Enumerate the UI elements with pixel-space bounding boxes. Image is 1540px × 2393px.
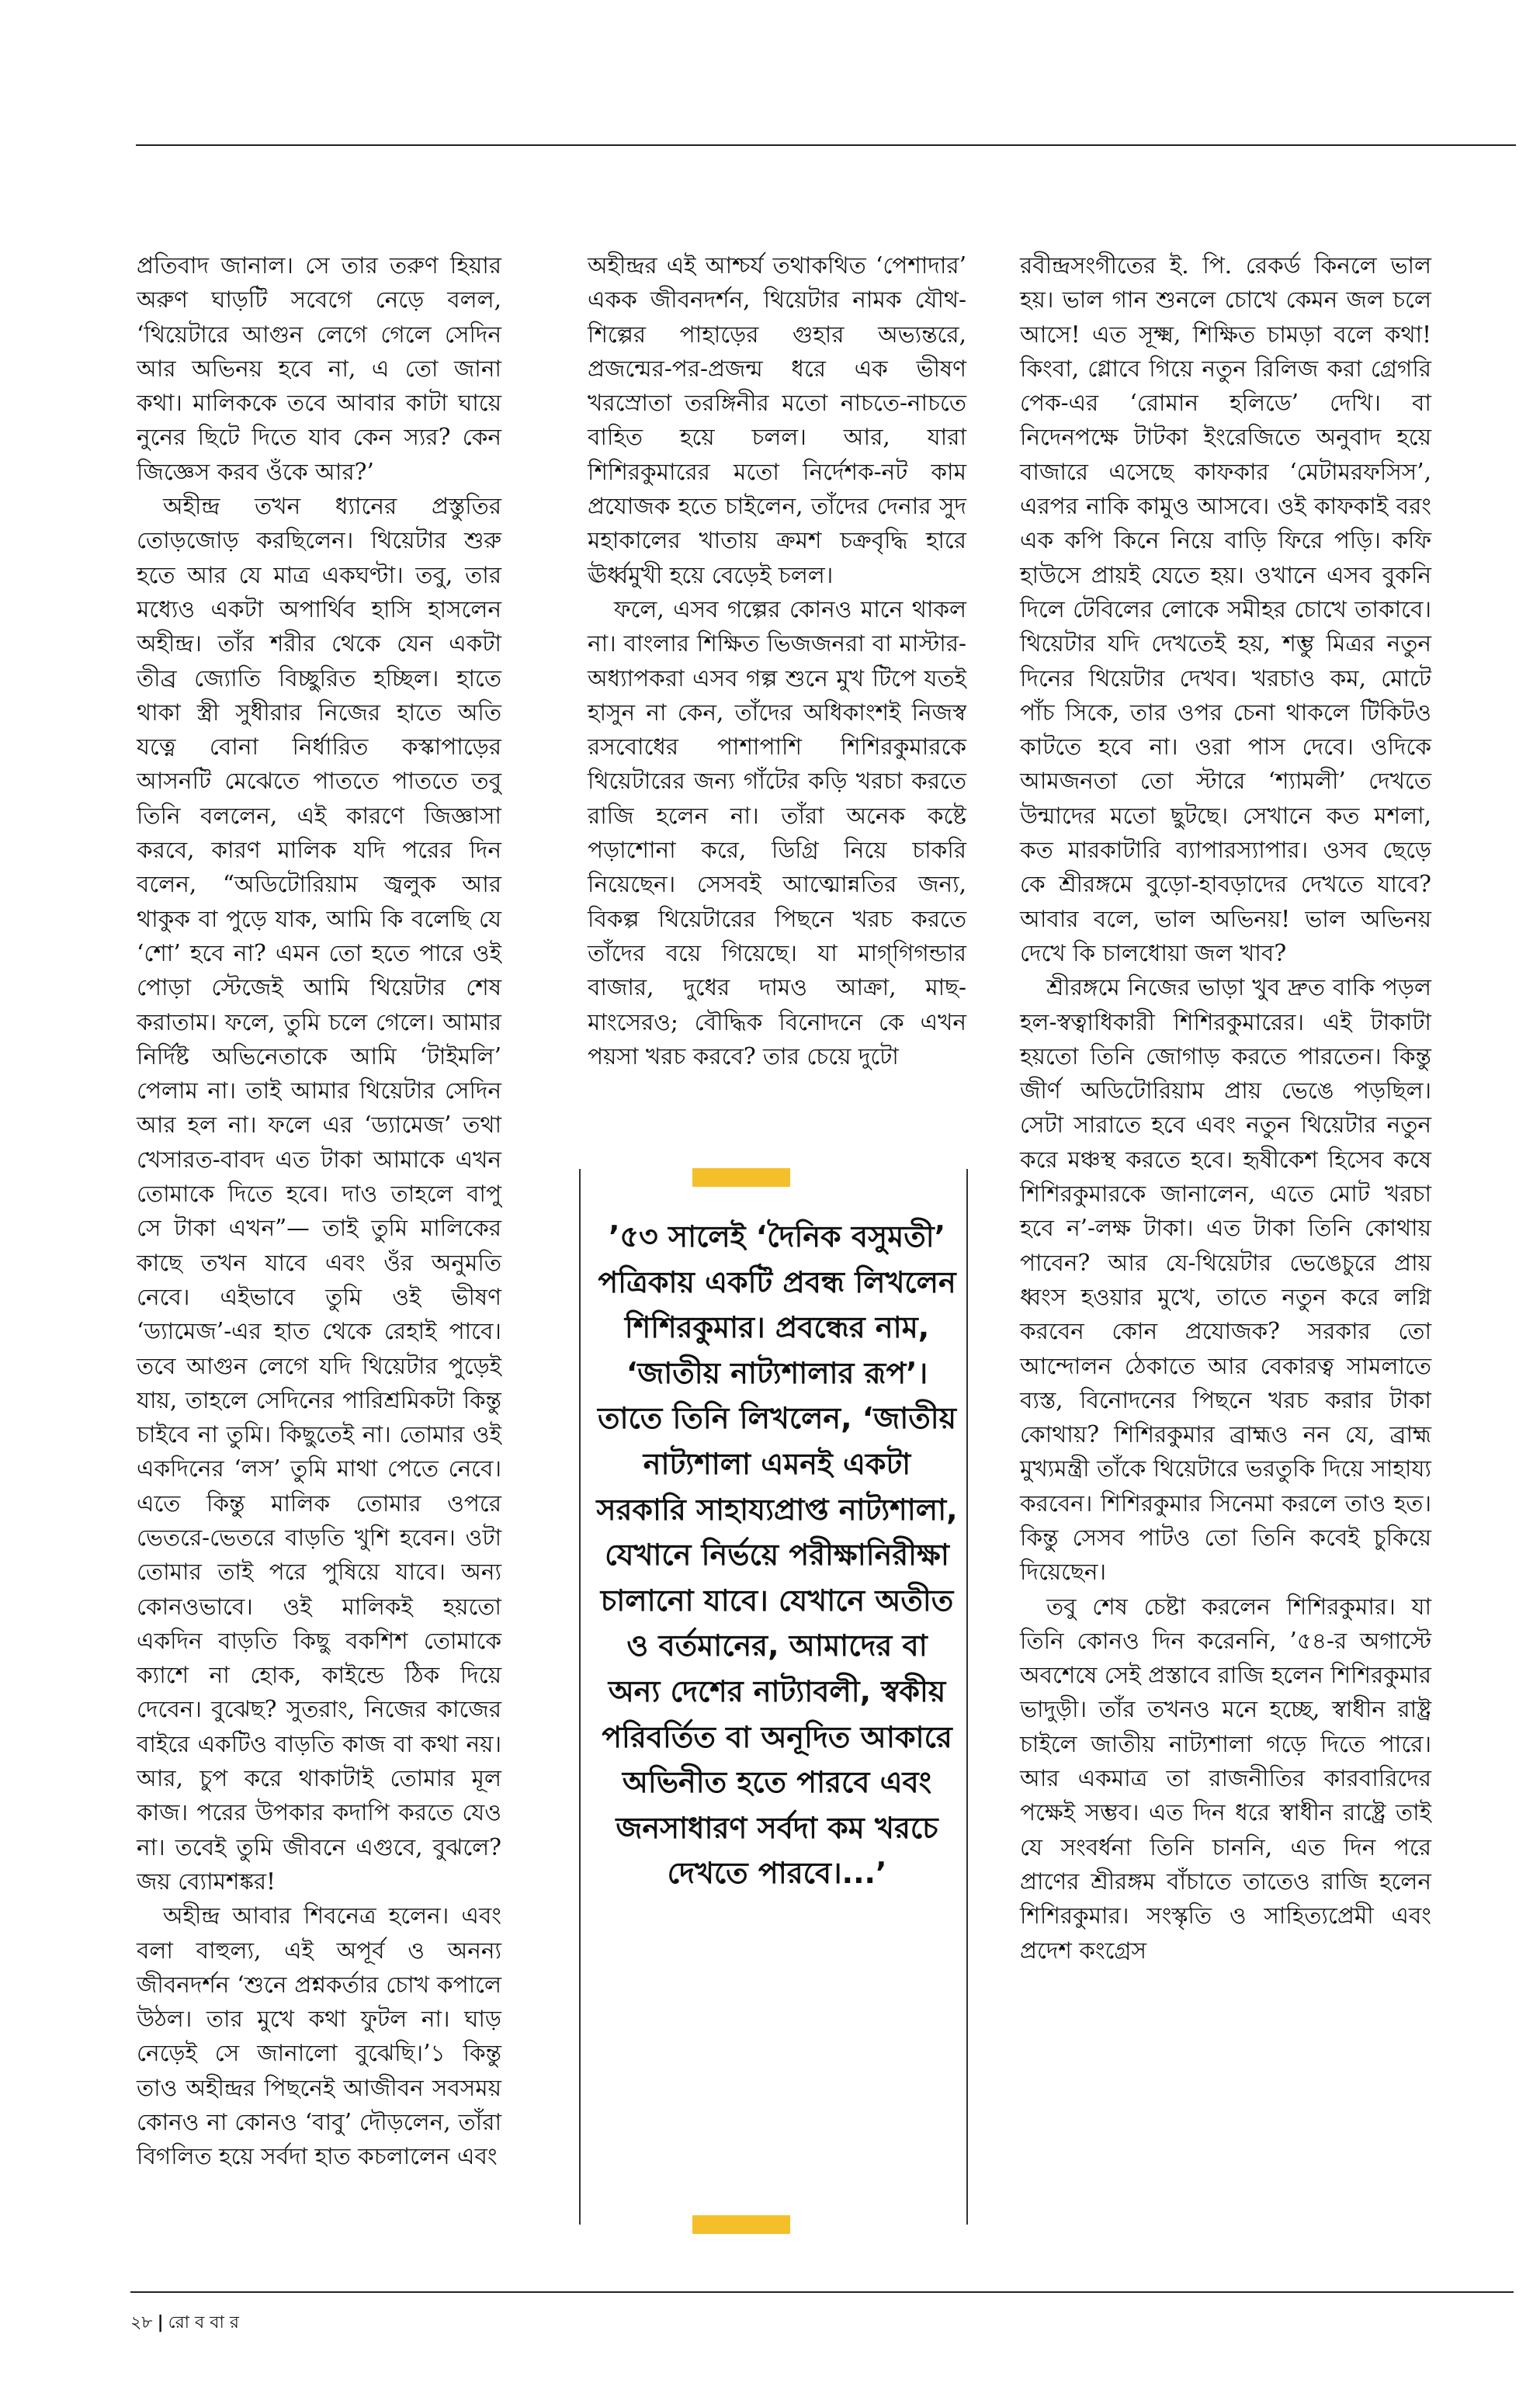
paragraph: তবু শেষ চেষ্টা করলেন শিশিরকুমার। যা তিনি কোনও দিন করেননি, ’৫৪-র অগাস্টে অবশেষে সেই প্রস্তাবে রাজি হলেন শিশিরকুমার ভাদুড়ী। তাঁর তখনও মনে হচ্ছে, স্বাধীন রাষ্ট্র চাইলে জাতীয় নাট্যশালা গড়ে দিতে পারে। আর একমাত্র তা রাজনীতির কারবারিদের পক্ষেই সম্ভব। এত দিন ধরে স্বাধীন রাষ্ট্রে তাই যে সংবর্ধনা তিনি চাননি, এত দিন পরে প্রাণের শ্রীরঙ্গম বাঁচাতে তাতেও রাজি হলেন শিশিরকুমার। সংস্কৃতি ও সাহিত্যপ্রেমী এবং প্রদেশ কংগ্রেস bbox=[1020, 1593, 1431, 1964]
pull-quote-right-rule bbox=[966, 1169, 968, 2225]
footer-separator: | bbox=[157, 2313, 164, 2332]
pull-quote-text: ’৫৩ সালেই ‘দৈনিক বসুমতী’ পত্রিকায় একটি প্রবন্ধ লিখলেন শিশিরকুমার। প্রবন্ধের নাম, ‘জাতীয় নাট্যশালার রূপ’। তাতে তিনি লিখলেন, ‘জাতীয় নাট্যশালা এমনই একটা সরকারি সাহায্যপ্রাপ্ত নাট্যশালা, যেখানে নির্ভয়ে পরীক্ষানিরীক্ষা চালানো যাবে। যেখানে অতীত ও বর্তমানের, আমাদের বা অন্য দেশের নাট্যাবলী, স্বকীয় পরিবর্তিত বা অনূদিত আকারে অভিনীত হতে পারবে এবং জনসাধারণ সর্বদা কম খরচে দেখতে পারবে।...’ bbox=[596, 1219, 958, 1891]
footer-rule bbox=[130, 2291, 1514, 2293]
article-column-1 bbox=[137, 248, 501, 2174]
pull-quote-accent-bar-bottom bbox=[692, 2215, 790, 2234]
article-column-2 bbox=[588, 248, 966, 1073]
page-footer bbox=[130, 2312, 239, 2334]
paragraph: রবীন্দ্রসংগীতের ই. পি. রেকর্ড কিনলে ভাল হয়। ভাল গান শুনলে চোখে কেমন জল চলে আসে! এত সূক্ষ্ম, শিক্ষিত চামড়া বলে কথা! কিংবা, গ্লোবে গিয়ে নতুন রিলিজ করা গ্রেগরি পেক-এর ‘রোমান হলিডে’ দেখি। বা নিদেনপক্ষে টাটকা ইংরেজিতে অনুবাদ হয়ে বাজারে এসেছে কাফকার ‘মেটামরফসিস’, এরপর নাকি কামুও আসবে। ওই কাফকাই বরং এক কপি কিনে নিয়ে বাড়ি ফিরে পড়ি। কফি হাউসে প্রায়ই যেতে হয়। ওখানে এসব বুকনি দিলে টেবিলের লোকে সমীহর চোখে তাকাবে। থিয়েটার যদি দেখতেই হয়, শম্ভু মিত্রর নতুন দিনের থিয়েটার দেখব। খরচাও কম, মোটে পাঁচ সিকে, তার ওপর চেনা থাকলে টিকিটও কাটতে হবে না। ওরা পাস দেবে। ওদিকে আমজনতা তো স্টারে ‘শ্যামলী’ দেখতে উন্মাদের মতো ছুটছে। সেখানে কত মশলা, কত মারকাটারি ব্যাপারস্যাপার। ওসব ছেড়ে কে শ্রীরঙ্গমে বুড়ো-হাবড়াদের দেখতে যাবে? আবার বলে, ভাল অভিনয়! ভাল অভিনয় দেখে কি চালধোয়া জল খাব? bbox=[1020, 252, 1431, 966]
paragraph: অহীন্দ্রর এই আশ্চর্য তথাকথিত ‘পেশাদার’ একক জীবনদর্শন, থিয়েটার নামক যৌথ-শিল্পের পাহাড়ের গুহার অভ্যন্তরে, প্রজন্মের-পর-প্রজন্ম ধরে এক ভীষণ খরস্রোতা তরঙ্গিনীর মতো নাচতে-নাচতে বাহিত হয়ে চলল। আর, যারা শিশিরকুমারের মতো নির্দেশক-নট কাম প্রযোজক হতে চাইলেন, তাঁদের দেনার সুদ মহাকালের খাতায় ক্রমশ চক্রবৃদ্ধি হারে ঊর্ধ্বমুখী হয়ে বেড়েই চলল। bbox=[588, 252, 966, 588]
pull-quote-accent-bar-top bbox=[692, 1168, 790, 1187]
paragraph: অহীন্দ্র তখন ধ্যানের প্রস্তুতির তোড়জোড় করছিলেন। থিয়েটার শুরু হতে আর যে মাত্র একঘণ্টা। তবু, তার মধ্যেও একটা অপার্থিব হাসি হাসলেন অহীন্দ্র। তাঁর শরীর থেকে যেন একটা তীব্র জ্যোতি বিচ্ছুরিত হচ্ছিল। হাতে থাকা স্ত্রী সুধীরার নিজের হাতে অতি যত্নে বোনা নির্ধারিত কস্কাপাড়ের আসনটি মেঝেতে পাততে পাততে তবু তিনি বললেন, এই কারণে জিজ্ঞাসা করবে, কারণ মালিক যদি পরের দিন বলেন, “অডিটোরিয়াম জ্বলুক আর থাকুক বা পুড়ে যাক, আমি কি বলেছি যে ‘শো’ হবে না? এমন তো হতে পারে ওই পোড়া স্টেজেই আমি থিয়েটার শেষ করাতাম। ফলে, তুমি চলে গেলে। আমার নির্দিষ্ট অভিনেতাকে আমি ‘টাইমলি’ পেলাম না। তাই আমার থিয়েটার সেদিন আর হল না। ফলে এর ‘ড্যামেজ’ তথা খেসারত-বাবদ এত টাকা আমাকে এখন তোমাকে দিতে হবে। দাও তাহলে বাপু সে টাকা এখন”— তাই তুমি মালিকের কাছে তখন যাবে এবং ওঁর অনুমতি নেবে। এইভাবে তুমি ওই ভীষণ ‘ড্যামেজ’-এর হাত থেকে রেহাই পাবে। তবে আগুন লেগে যদি থিয়েটার পুড়েই যায়, তাহলে সেদিনের পারিশ্রমিকটা কিন্তু চাইবে না তুমি। কিছুতেই না। তোমার ওই একদিনের ‘লস’ তুমি মাথা পেতে নেবে। এতে কিন্তু মালিক তোমার ওপরে ভেতরে-ভেতরে বাড়তি খুশি হবেন। ওটা তোমার তাই পরে পুষিয়ে যাবে। অন্য কোনওভাবে। ওই মালিকই হয়তো একদিন বাড়তি কিছু বকশিশ তোমাকে ক্যাশে না হোক, কাইন্ডে ঠিক দিয়ে দেবেন। বুঝেছ? সুতরাং, নিজের কাজের বাইরে একটিও বাড়তি কাজ বা কথা নয়। আর, চুপ করে থাকাটাই তোমার মূল কাজ। পরের উপকার কদাপি করতে যেও না। তবেই তুমি জীবনে এগুবে, বুঝলে? জয় ব্যোমশঙ্কর! bbox=[137, 493, 501, 1895]
header-rule bbox=[136, 144, 1516, 146]
magazine-name: রো ব বা র bbox=[168, 2313, 239, 2332]
paragraph: শ্রীরঙ্গমে নিজের ভাড়া খুব দ্রুত বাকি পড়ল হল-স্বত্বাধিকারী শিশিরকুমারের। এই টাকাটা হয়তো তিনি জোগাড় করতে পারতেন। কিন্তু জীর্ণ অডিটোরিয়াম প্রায় ভেঙে পড়ছিল। সেটা সারাতে হবে এবং নতুন থিয়েটার নতুন করে মঞ্চস্থ করতে হবে। হৃষীকেশ হিসেব কষে শিশিরকুমারকে জানালেন, এতে মোট খরচা হবে ন’-লক্ষ টাকা। এত টাকা তিনি কোথায় পাবেন? আর যে-থিয়েটার ভেঙেচুরে প্রায় ধ্বংস হওয়ার মুখে, তাতে নতুন করে লগ্নি করবেন কোন প্রযোজক? সরকার তো আন্দোলন ঠেকাতে আর বেকারত্ব সামলাতে ব্যস্ত, বিনোদনের পিছনে খরচ করার টাকা কোথায়? শিশিরকুমার ব্রাহ্মও নন যে, ব্রাহ্ম মুখ্যমন্ত্রী তাঁকে থিয়েটারে ভরতুকি দিয়ে সাহায্য করবেন। শিশিরকুমার সিনেমা করলে তাও হত। কিন্তু সেসব পাটও তো তিনি কবেই চুকিয়ে দিয়েছেন। bbox=[1020, 974, 1431, 1586]
paragraph: প্রতিবাদ জানাল। সে তার তরুণ হিয়ার অরুণ ঘাড়টি সবেগে নেড়ে বলল, ‘থিয়েটারে আগুন লেগে গেলে সেদিন আর অভিনয় হবে না, এ তো জানা কথা। মালিককে তবে আবার কাটা ঘায়ে নুনের ছিটে দিতে যাব কেন স্যর? কেন জিজ্ঞেস করব ওঁকে আর?’ bbox=[137, 252, 501, 485]
page-number: ২৮ bbox=[130, 2313, 153, 2332]
pull-quote bbox=[596, 1164, 958, 2235]
article-column-3 bbox=[1020, 248, 1431, 1968]
paragraph: ফলে, এসব গল্পের কোনও মানে থাকল না। বাংলার শিক্ষিত ভিজজনরা বা মাস্টার-অধ্যাপকরা এসব গল্প শুনে মুখ টিপে যতই হাসুন না কেন, তাঁদের অধিকাংশই নিজস্ব রসবোধের পাশাপাশি শিশিরকুমারকে থিয়েটারের জন্য গাঁটের কড়ি খরচা করতে রাজি হলেন না। তাঁরা অনেক কষ্টে পড়াশোনা করে, ডিগ্রি নিয়ে চাকরি নিয়েছেন। সেসবই আত্মোন্নতির জন্য, বিকল্প থিয়েটারের পিছনে খরচ করতে তাঁদের বয়ে গিয়েছে। যা মাগ্‌গিগন্ডার বাজার, দুধের দামও আক্রা, মাছ-মাংসেরও; বৌদ্ধিক বিনোদনে কে এখন পয়সা খরচ করবে? তার চেয়ে দুটো bbox=[588, 595, 966, 1070]
pull-quote-left-rule bbox=[579, 1169, 581, 2225]
paragraph: অহীন্দ্র আবার শিবনেত্র হলেন। এবং বলা বাহুল্য, এই অপূর্ব ও অনন্য জীবনদর্শন ‘শুনে প্রশ্নকর্তার চোখ কপালে উঠল। তার মুখে কথা ফুটল না। ঘাড় নেড়েই সে জানালো বুঝেছি।’১ কিন্তু তাও অহীন্দ্রর পিছনেই আজীবন সবসময় কোনও না কোনও ‘বাবু’ দৌড়লেন, তাঁরা বিগলিত হয়ে সর্বদা হাত কচলালেন এবং bbox=[137, 1902, 501, 2170]
